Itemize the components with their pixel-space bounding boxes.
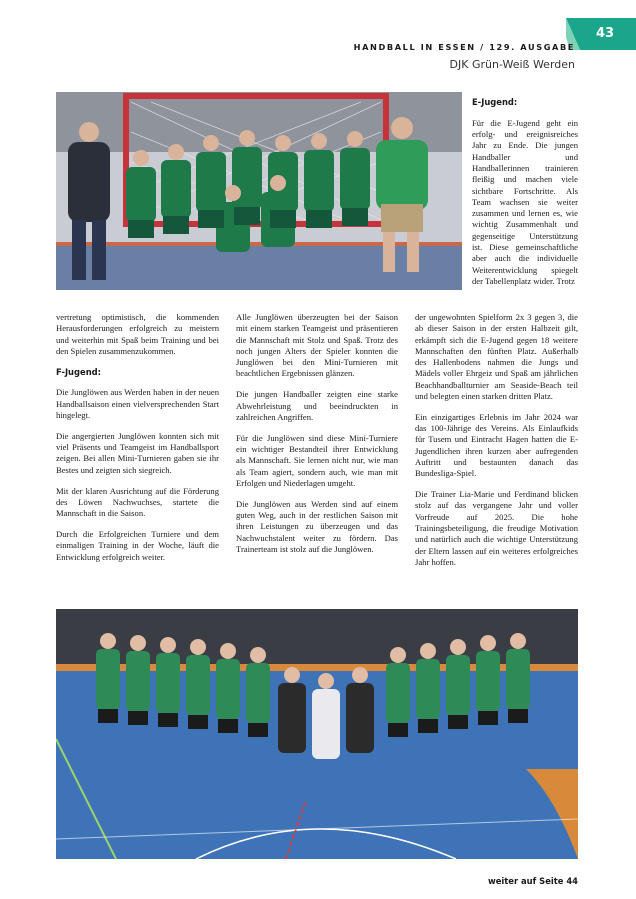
paragraph: Die angergierten Junglöwen konnten sich mit viel Präsents und Teamgeist im Handballsport zeigen. Bei allen Mini-Turnieren gaben sie ihr Bestes und zeigten sich siegreich.	[56, 430, 219, 475]
section-heading-e-jugend: E-Jugend:	[472, 97, 518, 107]
continue-note: weiter auf Seite 44	[487, 876, 578, 886]
paragraph: Die Junglöwen aus Werden sind auf einem guten Weg, auch in der restlichen Saison mit ihren Leistungen zu überzeugen und das Nachwuchstalent weiter zu fördern. Das Trainerteam ist stolz auf die Junglöwen.	[236, 498, 398, 554]
paragraph: vertretung optimistisch, die kommenden Herausforderungen erfolgreich zu meistern und weiterhin mit Spaß beim Training und bei den Spielen zusammenzukommen.	[56, 312, 219, 356]
paragraph: Ein einzigartiges Erlebnis im Jahr 2024 war das 100-Jährige des Vereins. Als Einlaufkids für Tusem und Eintracht Hagen hatten die E-Jugendlichen ihren kurzen aber aufregenden Auftritt und bestaunten danach das Bundesliga-Spiel.	[415, 411, 578, 479]
magazine-title: HANDBALL IN ESSEN / 129. AUSGABE	[353, 42, 575, 52]
paragraph: Die Junglöwen aus Werden haben in der neuen Handballsaison einen vielversprechenden Start hingelegt.	[56, 387, 219, 421]
paragraph: Die jungen Handballer zeigten eine starke Abwehrleistung und beeindruckten in zahlreichen Angriffen.	[236, 389, 398, 422]
text-column-1	[56, 312, 219, 572]
club-name: DJK Grün-Weiß Werden	[449, 58, 575, 71]
page-number-badge	[566, 18, 636, 50]
text-column-3	[415, 312, 578, 578]
section-heading-f-jugend: F-Jugend:	[56, 366, 101, 377]
e-jugend-intro	[472, 97, 578, 297]
paragraph: Für die E-Jugend geht ein erfolg- und ereignisreiches Jahr zu Ende. Die jungen Handballer und Handballerinnen trainieren fleißig und machen viele sichtbare Fortschritte. Als Team wachsen sie weiter zusammen und lernen es, wie wichtig Zusammenhalt und gegenseitige Unterstützung ist. Diese gemeinschaftliche aber auch die individuelle Weiterentwicklung spiegelt der Tabellenplatz wider. Trotz	[472, 117, 578, 286]
paragraph: Alle Junglöwen überzeugten bei der Saison mit einem starken Teamgeist und präsentieren die Mannschaft mit Stolz und Spaß. Trotz des noch jungen Alters der Spieler konnten die Junglöwen bei den Mini-Turnieren mit beachtlichen Ergebnissen glänzen.	[236, 312, 398, 379]
paragraph: der ungewohnten Spielform 2x 3 gegen 3, die ab dieser Saison in der ersten Halbzeit gilt, erkämpft sich die E-Jugend gegen 18 weitere Mannschaften den fünften Platz. Außerhalb des Hallenbodens nahmen die Jungs und Mädels voller Ehrgeiz und Spaß am jährlichen Beachhandballturnier am Seaside-Beach teil und belegten einen starken dritten Platz.	[415, 312, 578, 402]
page-number: 43	[596, 26, 615, 41]
youth-team-photo	[56, 92, 462, 290]
women-team-photo	[56, 609, 578, 859]
paragraph: Für die Junglöwen sind diese Mini-Turniere ein wichtiger Bestandteil ihrer Entwicklung als Mannschaft. Sie lernen nicht nur, wie man als Team agiert, sondern auch, wie man mit Erfolgen und Niederlagen umgeht.	[236, 432, 398, 488]
paragraph: Die Trainer Lia-Marie und Ferdinand blicken stolz auf das vergangene Jahr und voller Vorfreude auf 2025. Die hohe Trainingsbeteiligung, die freudige Motivation und natürlich auch die wichtige Unterstützung der Eltern lassen auf ein weiteres erfolgreiches Jahr hoffen.	[415, 489, 578, 567]
paragraph: Durch die Erfolgreichen Turniere und dem einmaligen Training in der Woche, läuft die Entwicklung erfolgreich weiter.	[56, 528, 219, 562]
paragraph: Mit der klaren Ausrichtung auf die Förderung des Löwen Nachwuchses, startete die Mannschaft in die Saison.	[56, 485, 219, 519]
text-column-2	[236, 312, 398, 565]
